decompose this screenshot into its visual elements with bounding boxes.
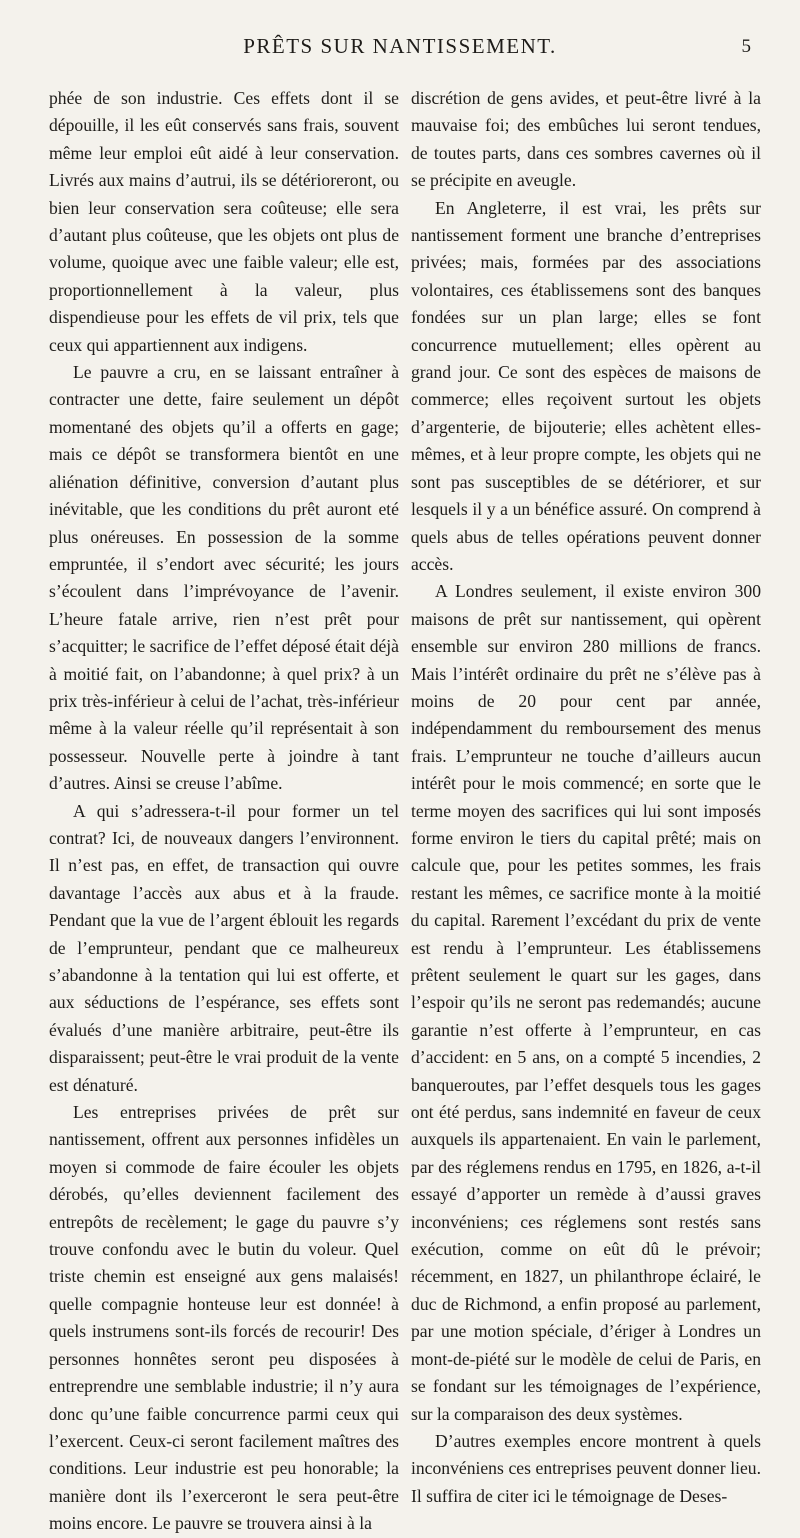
right-column [411, 85, 761, 1510]
page-header [0, 34, 800, 64]
paragraph: Le pauvre a cru, en se laissant entraîner à contracter une dette, faire seulement un dépôt momentané des objets qu’il a offerts en gage; mais ce dépôt se transformera bientôt en une aliénation définitive, conversion d’autant plus inévitable, que les conditions du prêt auront eté plus onéreuses. En possession de la somme empruntée, il s’endort avec sécurité; les jours s’écoulent dans l’imprévoyance de l’avenir. L’heure fatale arrive, rien n’est prêt pour s’acquitter; le sacrifice de l’effet déposé était déjà à moitié fait, on l’abandonne; à quel prix? à un prix très-inférieur à celui de l’achat, très-inférieur même à la valeur réelle qu’il représentait à son possesseur. Nouvelle perte à joindre à tant d’autres. Ainsi se creuse l’abîme. [49, 362, 399, 794]
paragraph: A qui s’adressera-t-il pour former un tel contrat? Ici, de nouveaux dangers l’environnent. Il n’est pas, en effet, de transaction qui ouvre davantage l’accès aux abus et à la fraude. Pendant que la vue de l’argent éblouit les regards de l’emprunteur, pendant que ce malheureux s’abandonne à la tentation qui lui est offerte, et aux séductions de l’espérance, ses effets sont évalués d’une manière arbitraire, peut-être ils disparaissent; peut-être le vrai produit de la vente est dénaturé. [49, 800, 399, 1095]
page-number: 5 [741, 36, 751, 57]
paragraph: En Angleterre, il est vrai, les prêts sur nantissement forment une branche d’entreprises privées; mais, formées par des associations volontaires, ces établissemens sont des banques fondées sur un plan large; elles se font concurrence mutuellement; elles opèrent au grand jour. Ce sont des espèces de maisons de commerce; elles reçoivent surtout les objets d’argenterie, de bijouterie; elles achètent elles-mêmes, et à leur propre compte, les objets qui ne sont pas susceptibles de se détériorer, et sur lesquels il y a un bénéfice assuré. On comprend à quels abus de telles opérations peuvent donner accès. [411, 197, 761, 574]
paragraph: D’autres exemples encore montrent à quels inconvéniens ces entreprises peuvent donner lieu. Il suffira de citer ici le témoignage de Deses- [411, 1430, 761, 1506]
paragraph: A Londres seulement, il existe environ 300 maisons de prêt sur nantissement, qui opèrent ensemble sur environ 280 millions de francs. Mais l’intérêt ordinaire du prêt ne s’élève pas à moins de 20 pour cent par année, indépendamment du remboursement des menus frais. L’emprunteur ne touche d’ailleurs aucun intérêt pour le mois commencé; en sorte que le terme moyen des sacrifices qui lui sont imposés forme environ le tiers du capital prêté; mais on calcule que, pour les petites sommes, les frais restant les mêmes, ce sacrifice monte à la moitié du capital. Rarement l’excédant du prix de vente est rendu à l’emprunteur. Les établissemens prêtent seulement le quart sur les gages, dans l’espoir qu’ils ne seront pas redemandés; aucune garantie n’est offerte à l’emprunteur, en cas d’accident: en 5 ans, on a compté 5 incendies, 2 banqueroutes, par l’effet desquels tous les gages ont été perdus, sans indemnité en faveur de ceux auxquels ils appartenaient. En vain le parlement, par des réglemens rendus en 1795, en 1826, a-t-il essayé d’apporter un remède à d’aussi graves inconvéniens; ces réglemens sont restés sans exécution, comme on eût dû le prévoir; récemment, en 1827, un philanthrope éclairé, le duc de Richmond, a enfin proposé au parlement, par une motion spéciale, d’ériger à Londres un mont-de-piété sur le modèle de celui de Paris, en se fondant sur les témoignages de l’expérience, sur la comparaison des deux systèmes. [411, 581, 761, 1424]
running-title: PRÊTS SUR NANTISSEMENT. [243, 34, 557, 58]
paragraph: Les entreprises privées de prêt sur nantissement, offrent aux personnes infidèles un moyen si commode de faire écouler les objets dérobés, qu’elles deviennent facilement des entrepôts de recèlement; le gage du pauvre s’y trouve confondu avec le butin du voleur. Quel triste chemin est enseigné aux gens malaisés! quelle compagnie honteuse leur est donnée! à quels instrumens sont-ils forcés de recourir! Des personnes honnêtes seront peu disposées à entreprendre une semblable industrie; il n’y aura donc qu’une faible concurrence parmi ceux qui l’exercent. Ceux-ci seront facilement maîtres des conditions. Leur industrie est peu honorable; la manière dont ils l’exerceront le sera peut-être moins encore. Le pauvre se trouvera ainsi à la [49, 1102, 399, 1534]
paragraph: discrétion de gens avides, et peut-être livré à la mauvaise foi; des embûches lui seront tendues, de toutes parts, dans ces sombres cavernes où il se précipite en aveugle. [411, 88, 761, 191]
left-column [49, 85, 399, 1538]
paragraph: phée de son industrie. Ces effets dont il se dépouille, il les eût conservés sans frais, souvent même leur emploi eût aidé à leur conservation. Livrés aux mains d’autrui, ils se détérioreront, ou bien leur conservation sera coûteuse; elle sera d’autant plus coûteuse, que les objets ont plus de volume, quoique avec une faible valeur; elle est, proportionnellement à la valeur, plus dispendieuse pour les effets de vil prix, tels que ceux qui appartiennent aux indigens. [49, 88, 399, 355]
